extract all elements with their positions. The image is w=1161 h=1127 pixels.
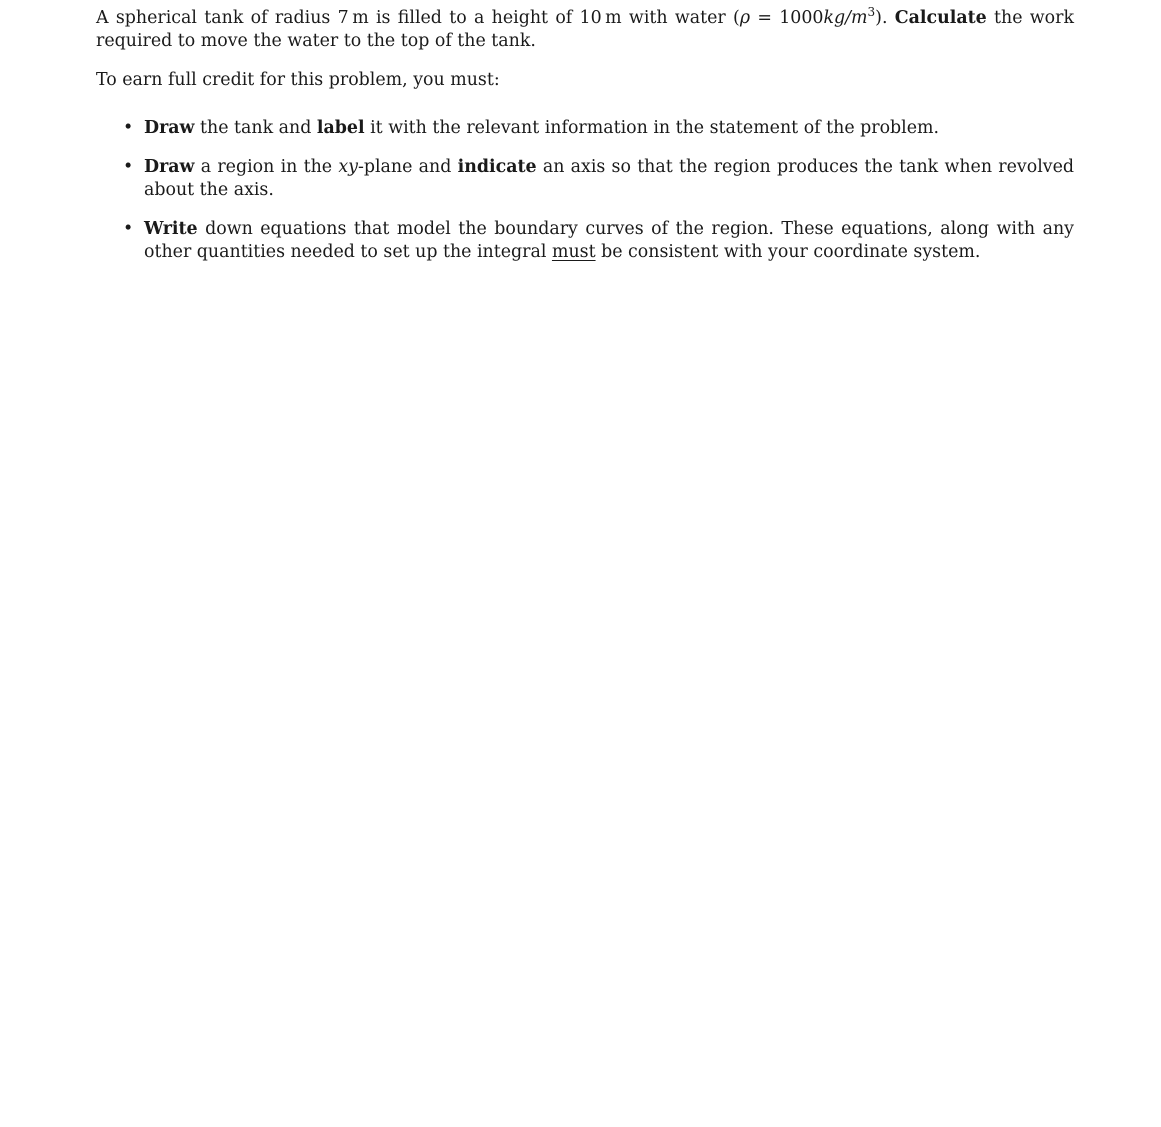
problem-text-close: ).: [875, 7, 895, 28]
instructions-intro: To earn full credit for this problem, you must:: [96, 69, 500, 90]
requirement-text: -plane and: [357, 156, 458, 177]
requirement-text: be consistent with your coordinate system.: [595, 242, 981, 263]
requirement-item: [96, 117, 1074, 141]
document-page: [96, 0, 1074, 280]
requirement-text: the tank and: [194, 118, 317, 139]
density-unit: kg/m: [823, 7, 868, 28]
requirement-keyword: label: [316, 118, 365, 139]
calculate-verb: Calculate: [894, 7, 987, 28]
requirement-keyword: Draw: [144, 118, 195, 139]
density-value: = 1000: [750, 7, 824, 28]
requirement-keyword: Write: [144, 218, 198, 239]
requirement-text: down equations that model the boundary curves of the region. These equations, along with any other quantities needed to set up the integral: [144, 218, 1074, 263]
requirement-text: a region in the: [194, 156, 339, 177]
problem-text-intro: A spherical tank of radius 7 m is filled to a height of 10 m with water (: [96, 7, 740, 28]
bullet-icon: •: [123, 156, 134, 177]
density-unit-exponent: 3: [867, 5, 876, 19]
requirement-math: xy: [338, 156, 358, 177]
requirement-text: an axis so that the region produces the tank when revolved about the axis.: [144, 156, 1075, 201]
bullet-icon: •: [123, 118, 134, 139]
requirement-item: [96, 156, 1074, 203]
rho-symbol: ρ: [739, 7, 751, 28]
requirement-keyword: Draw: [144, 156, 195, 177]
problem-statement: [96, 1, 1074, 54]
requirements-list: [96, 117, 1074, 265]
requirement-item: [96, 218, 1074, 265]
requirement-emphasis: must: [551, 242, 596, 263]
requirement-text: it with the relevant information in the statement of the problem.: [364, 118, 940, 139]
bullet-icon: •: [123, 218, 134, 239]
requirement-keyword: indicate: [457, 156, 537, 177]
problem-text-rest: the work required to move the water to the top of the tank.: [96, 7, 1074, 52]
